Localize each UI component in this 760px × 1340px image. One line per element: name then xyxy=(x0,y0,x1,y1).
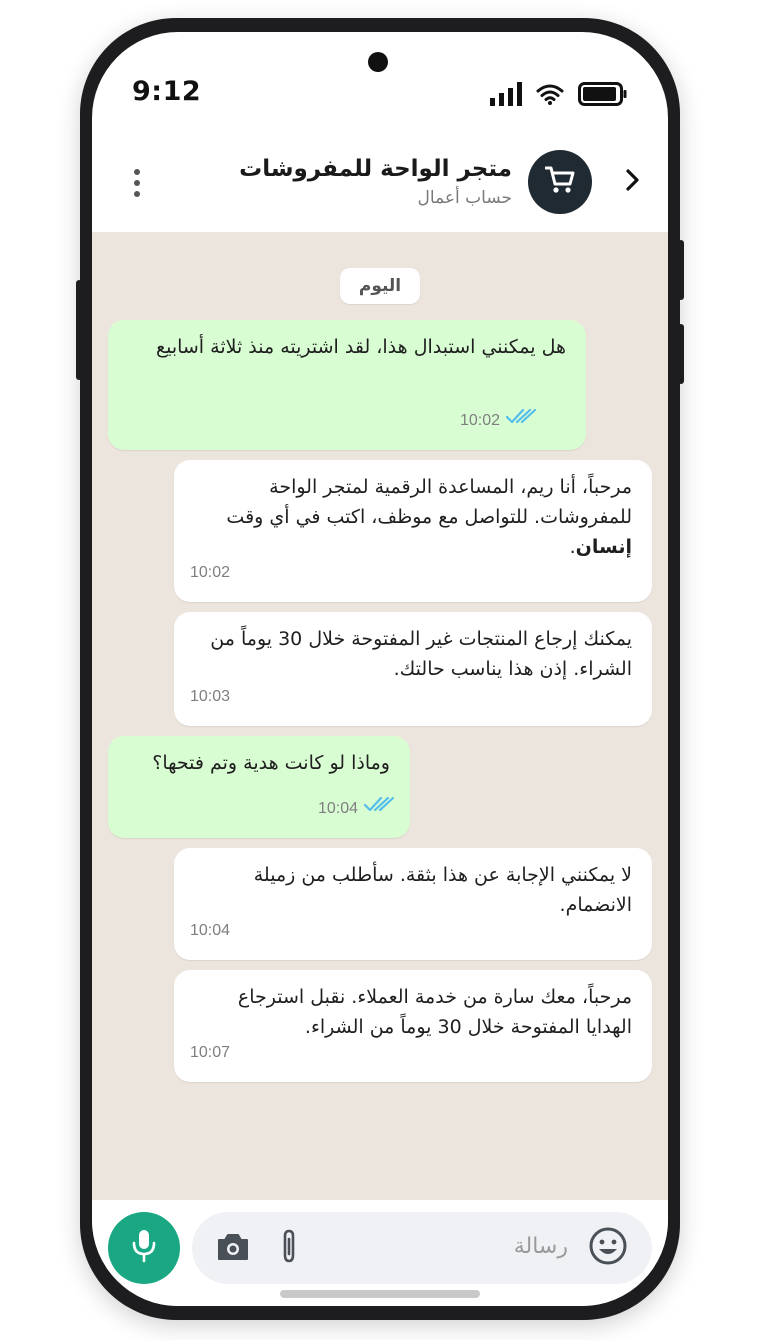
message-outgoing[interactable] xyxy=(108,736,410,838)
chat-subtitle: حساب أعمال xyxy=(417,188,512,208)
chat-area[interactable] xyxy=(92,232,668,1200)
message-text: يمكنك إرجاع المنتجات غير المفتوحة خلال 30 يوماً من الشراء. إذن هذا يناسب حالتك. xyxy=(210,628,632,680)
attach-icon[interactable] xyxy=(278,1228,300,1270)
message-meta xyxy=(190,558,230,588)
home-indicator[interactable] xyxy=(280,1290,480,1298)
message-outgoing[interactable] xyxy=(108,320,586,450)
message-incoming[interactable] xyxy=(174,970,652,1082)
microphone-icon xyxy=(131,1229,157,1267)
message-text: هل يمكنني استبدال هذا، لقد اشتريته منذ ثلاثة أسابيع xyxy=(155,336,566,358)
message-incoming[interactable] xyxy=(174,848,652,960)
message-text: مرحباً، معك سارة من خدمة العملاء. نقبل استرجاع الهدايا المفتوحة خلال 30 يوماً من الشراء. xyxy=(237,986,632,1038)
message-text-part: مرحباً، أنا ريم، المساعدة الرقمية لمتجر الواحة للمفروشات. للتواصل مع موظف، اكتب في أي وقت xyxy=(226,476,632,528)
more-options-icon[interactable] xyxy=(130,166,144,200)
status-bar xyxy=(92,32,668,122)
message-incoming[interactable] xyxy=(174,612,652,726)
message-text-bold: إنسان xyxy=(575,536,632,558)
status-icons xyxy=(490,82,628,110)
message-time: 10:03 xyxy=(190,688,231,705)
message-text xyxy=(192,472,632,562)
double-check-icon xyxy=(506,406,536,436)
side-button-top xyxy=(678,240,684,300)
volume-button xyxy=(76,280,82,380)
back-arrow-icon[interactable] xyxy=(620,166,644,194)
message-meta xyxy=(460,406,536,436)
double-check-icon xyxy=(364,794,394,824)
chat-header xyxy=(92,132,668,233)
message-input-placeholder: رسالة xyxy=(513,1234,568,1259)
chat-title: متجر الواحة للمفروشات xyxy=(239,156,512,182)
phone-frame xyxy=(80,18,680,1320)
message-text: وماذا لو كانت هدية وتم فتحها؟ xyxy=(152,752,390,774)
message-time: 10:02 xyxy=(190,564,231,581)
message-input-box[interactable] xyxy=(192,1212,652,1284)
message-text: لا يمكنني الإجابة عن هذا بثقة. سأطلب من زميلة الانضمام. xyxy=(253,864,632,916)
date-chip: اليوم xyxy=(340,268,420,304)
screen xyxy=(92,32,668,1306)
status-time: 9:12 xyxy=(132,76,202,107)
message-meta xyxy=(190,682,230,712)
message-time: 10:07 xyxy=(190,1044,231,1061)
battery-icon xyxy=(578,82,628,110)
message-text-part: . xyxy=(569,536,576,558)
message-meta xyxy=(190,1038,230,1068)
message-incoming[interactable] xyxy=(174,460,652,602)
message-meta xyxy=(318,794,394,824)
message-meta xyxy=(190,916,230,946)
chat-title-block[interactable] xyxy=(239,154,512,210)
camera-icon[interactable] xyxy=(216,1232,250,1266)
avatar[interactable] xyxy=(528,150,592,214)
emoji-icon[interactable] xyxy=(588,1226,628,1270)
message-time: 10:04 xyxy=(317,800,358,817)
shopping-cart-icon xyxy=(545,166,575,198)
message-time: 10:02 xyxy=(459,412,500,429)
message-time: 10:04 xyxy=(190,922,231,939)
wifi-icon xyxy=(536,83,564,109)
signal-icon xyxy=(490,82,522,110)
side-button-bottom xyxy=(678,324,684,384)
microphone-button[interactable] xyxy=(108,1212,180,1284)
